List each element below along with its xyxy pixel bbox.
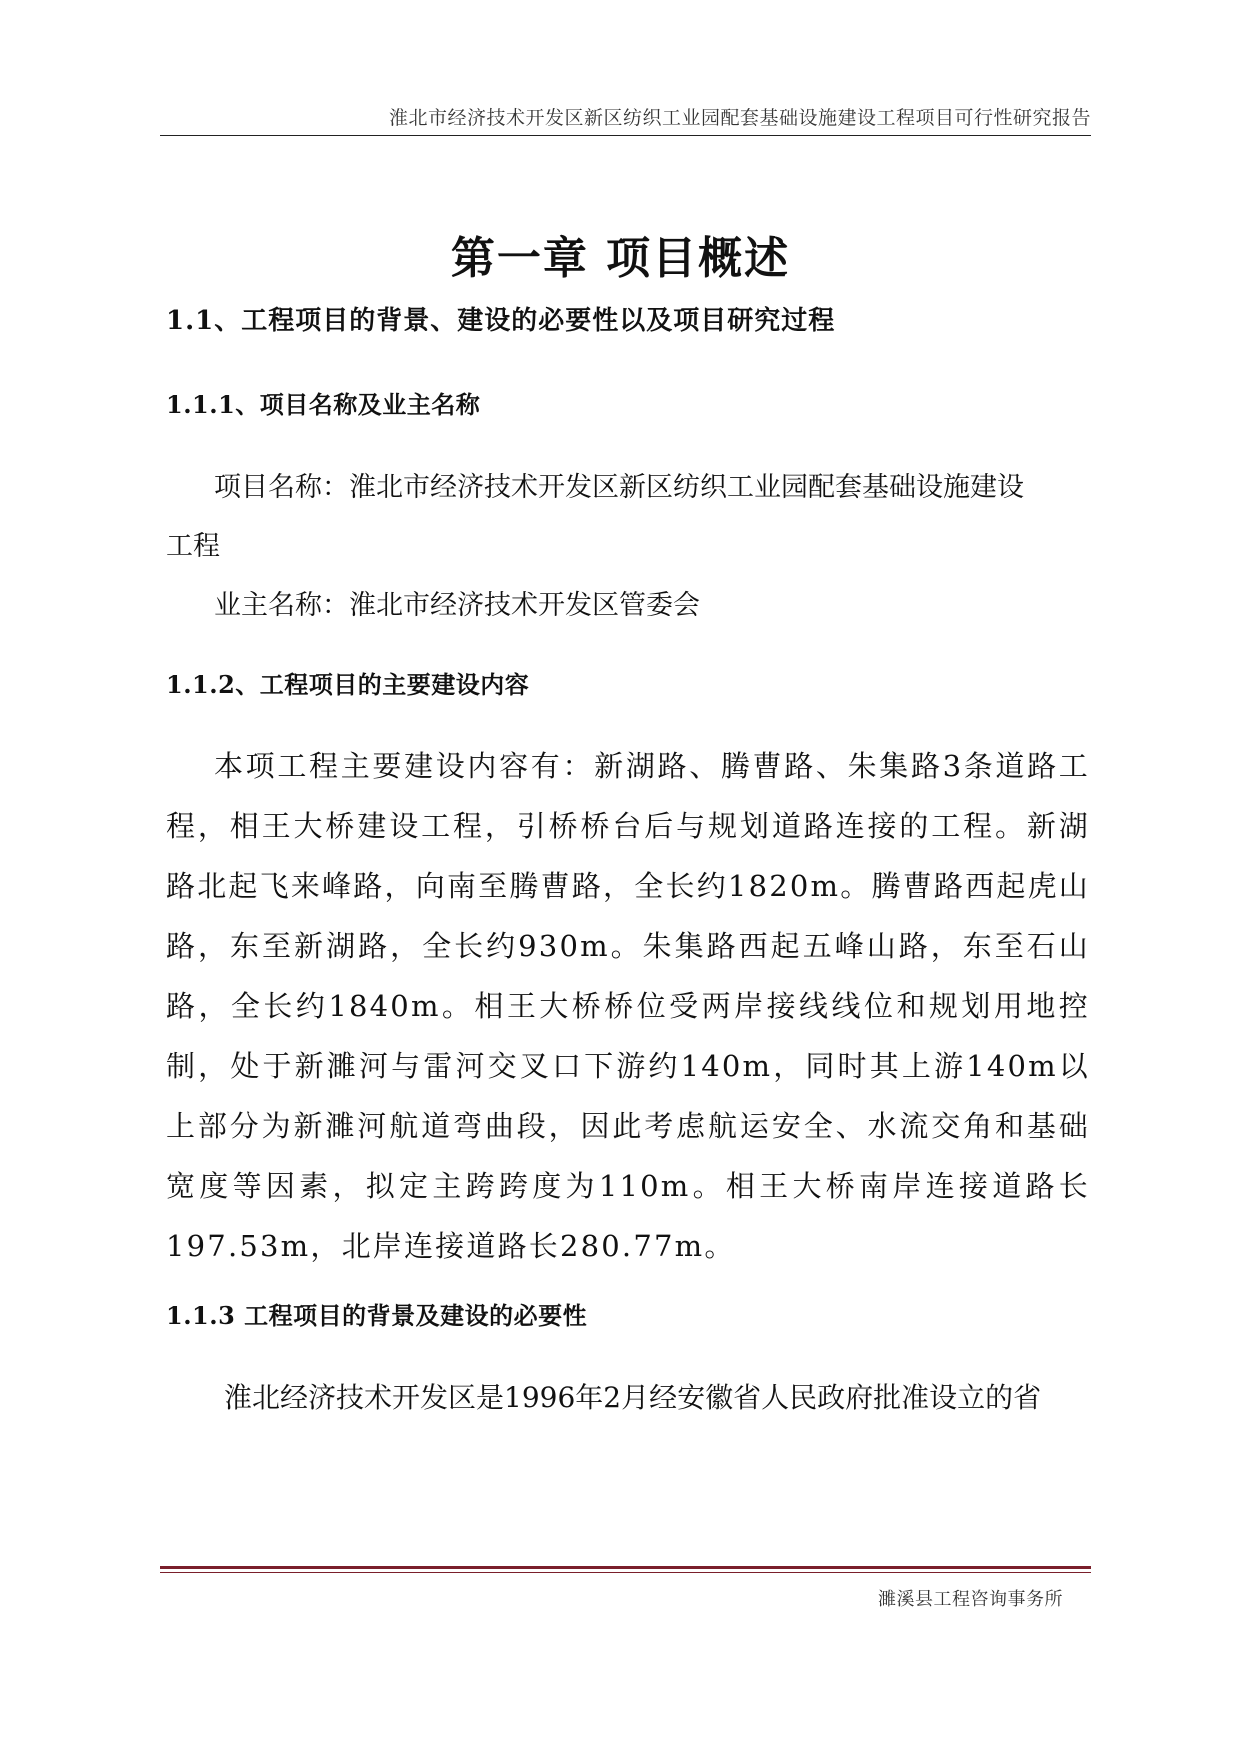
construction-content-paragraph: 本项工程主要建设内容有：新湖路、腾曹路、朱集路3条道路工程，相王大桥建设工程，引桥桥台后与规划道路连接的工程。新湖路北起飞来峰路，向南至腾曹路，全长约1820m。腾曹路西起虎山路，东至新湖路，全长约930m。朱集路西起五峰山路，东至石山路，全长约1840m。相王大桥桥位受两岸接线线位和规划用地控制，处于新濉河与雷河交叉口下游约140m，同时其上游140m以上部分为新濉河航道弯曲段，因此考虑航运安全、水流交角和基础宽度等因素，拟定主跨跨度为110m。相王大桥南岸连接道路长197.53m，北岸连接道路长280.77m。 <box>166 749 1090 1263</box>
chapter-title: 第一章 项目概述 <box>450 233 791 284</box>
background-paragraph-start: 淮北经济技术开发区是1996年2月经安徽省人民政府批准设立的省 <box>224 1381 1042 1414</box>
footer-org: 濉溪县工程咨询事务所 <box>878 1589 1063 1610</box>
owner-name: 业主名称：淮北市经济技术开发区管委会 <box>214 590 700 621</box>
footer-rule <box>160 1566 1091 1569</box>
section-heading-1-1: 1.1、工程项目的背景、建设的必要性以及项目研究过程 <box>166 306 836 336</box>
section-heading-1-1-1: 1.1.1、项目名称及业主名称 <box>166 390 481 419</box>
project-name-line2: 工程 <box>166 531 220 562</box>
section-heading-1-1-3: 1.1.3 工程项目的背景及建设的必要性 <box>166 1301 588 1330</box>
project-name-line1: 项目名称：淮北市经济技术开发区新区纺织工业园配套基础设施建设 <box>214 472 1024 503</box>
footer-rule-thin <box>160 1572 1091 1573</box>
page-header <box>160 103 1091 136</box>
header-title: 淮北市经济技术开发区新区纺织工业园配套基础设施建设工程项目可行性研究报告 <box>388 107 1091 129</box>
section-heading-1-1-2: 1.1.2、工程项目的主要建设内容 <box>166 670 530 699</box>
